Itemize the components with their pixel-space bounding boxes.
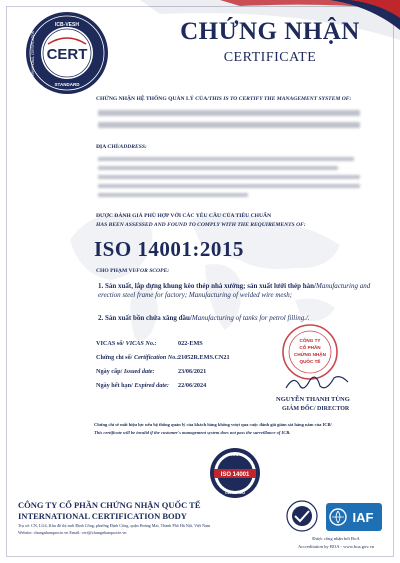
validity-note-vn: Chứng chỉ sẽ mất hiệu lực nếu hệ thống quản lý của khách hàng không vượt qua cuộc đánh giá giám sát hàng năm của ICB/ bbox=[94, 422, 332, 427]
address-redacted-1 bbox=[98, 157, 354, 161]
seal-bottom-text: STANDARD bbox=[54, 82, 80, 87]
scope-item-2-vn: 2. Sản xuất bồn chứa xăng dầu/ bbox=[98, 314, 192, 322]
certificate-title: CHỨNG NHẬN bbox=[180, 18, 360, 45]
scope-item-1 bbox=[98, 282, 378, 300]
seal-top-text: ICB-VESH bbox=[55, 22, 79, 28]
boa-accreditation-logo bbox=[286, 500, 318, 532]
address-label-en: ADDRESS: bbox=[119, 144, 147, 150]
address-redacted-4 bbox=[98, 184, 360, 188]
company-name-redacted-2 bbox=[98, 122, 360, 128]
address-redacted-5 bbox=[98, 193, 248, 197]
emblem-bottom-text: CERTIFIED bbox=[224, 491, 246, 495]
vicas-label: VICAS số/ VICAS No.: bbox=[96, 340, 157, 347]
scope-label bbox=[96, 268, 169, 274]
certify-label-vn: CHỨNG NHẬN HỆ THỐNG QUẢN LÝ CỦA/ bbox=[96, 96, 209, 102]
signer-title: GIÁM ĐỐC/ DIRECTOR bbox=[282, 406, 350, 412]
iaf-text: IAF bbox=[352, 510, 374, 525]
issuer-name-en: INTERNATIONAL CERTIFICATION BODY bbox=[18, 511, 187, 521]
icb-seal-logo bbox=[24, 10, 110, 96]
scope-label-vn: CHO PHẠM VI/ bbox=[96, 268, 137, 274]
stamp-line-4: QUỐC TẾ bbox=[299, 359, 321, 364]
iso-certified-emblem bbox=[208, 446, 262, 500]
director-signature bbox=[282, 372, 352, 394]
address-redacted-2 bbox=[98, 166, 338, 170]
cert-no-value: 21052R.EMS.CN21 bbox=[178, 354, 230, 361]
issued-date-label: Ngày cấp/ Issued date: bbox=[96, 368, 155, 375]
scope-item-2-en: Manufacturing of tanks for petrol filling./. bbox=[191, 314, 310, 322]
accreditation-en: Accreditation by BOA - www.boa.gov.vn bbox=[297, 544, 375, 549]
address-label-vn: ĐỊA CHỈ/ bbox=[96, 144, 120, 150]
iaf-logo bbox=[326, 503, 382, 531]
assessed-label-en: HAS BEEN ASSESSED AND FOUND TO COMPLY WITH THE REQUIREMENTS OF: bbox=[96, 222, 306, 228]
seal-center-text: CERT bbox=[46, 46, 88, 63]
company-name-redacted-1 bbox=[98, 110, 360, 116]
emblem-top-text: ISO bbox=[231, 452, 239, 457]
issuer-name-vn: CÔNG TY CỔ PHẦN CHỨNG NHẬN QUỐC TẾ bbox=[18, 500, 201, 510]
signer-name: NGUYỄN THANH TÙNG bbox=[276, 396, 350, 403]
certify-label bbox=[96, 96, 351, 102]
scope-label-en: FOR SCOPE: bbox=[136, 268, 170, 274]
assessed-label-vn: ĐƯỢC ĐÁNH GIÁ PHÙ HỢP VỚI CÁC YÊU CẦU CỦA TIÊU CHUẨN bbox=[96, 213, 272, 219]
emblem-center-text: ISO 14001 bbox=[220, 472, 250, 478]
expired-date-value: 22/06/2024 bbox=[178, 382, 207, 389]
scope-item-1-en: Manufacturing and erection steel frame for factory; Manufacturing of welded wire mesh; bbox=[98, 282, 371, 299]
accreditation-vn: Được công nhận bởi BoA bbox=[312, 536, 360, 541]
scope-item-1-vn: 1. Sản xuất, lắp dựng khung kèo thép nhà xưởng; sản xuất lưới thép hàn/ bbox=[98, 282, 316, 290]
certificate-subtitle: CERTIFICATE bbox=[223, 50, 317, 65]
stamp-line-1: CÔNG TY bbox=[299, 338, 321, 343]
vicas-value: 022-EMS bbox=[178, 340, 203, 347]
address-redacted-3 bbox=[98, 175, 360, 179]
cert-no-label: Chứng chỉ số/ Certification No.: bbox=[96, 354, 179, 361]
issued-date-value: 23/06/2021 bbox=[178, 368, 207, 375]
address-label bbox=[96, 144, 147, 150]
expired-date-label: Ngày hết hạn/ Expired date: bbox=[96, 382, 169, 389]
issuer-block bbox=[18, 500, 210, 535]
issuer-address: Trụ sở: CN, LG4, Khu đô thị mới Định Công, phường Định Công, quận Hoàng Mai, Thành Phố Hà Nội, Việt Nam bbox=[18, 523, 211, 528]
stamp-line-3: CHỨNG NHẬN bbox=[294, 352, 326, 357]
standard-title: ISO 14001:2015 bbox=[94, 237, 244, 261]
stamp-line-2: CỔ PHẦN bbox=[299, 345, 321, 350]
certify-label-en: THIS IS TO CERTIFY THE MANAGEMENT SYSTEM OF: bbox=[208, 96, 352, 102]
issuer-contact: Website: chungnhanquocte.vn Email: cert@chungnhanquocte.vn bbox=[18, 530, 127, 535]
validity-note-en: This certificate will be invalid if the customer's management system does not pass the surveillance of ICB. bbox=[94, 430, 291, 435]
seal-ring-text: INTERNATIONAL CERTIFICATION bbox=[31, 30, 35, 82]
